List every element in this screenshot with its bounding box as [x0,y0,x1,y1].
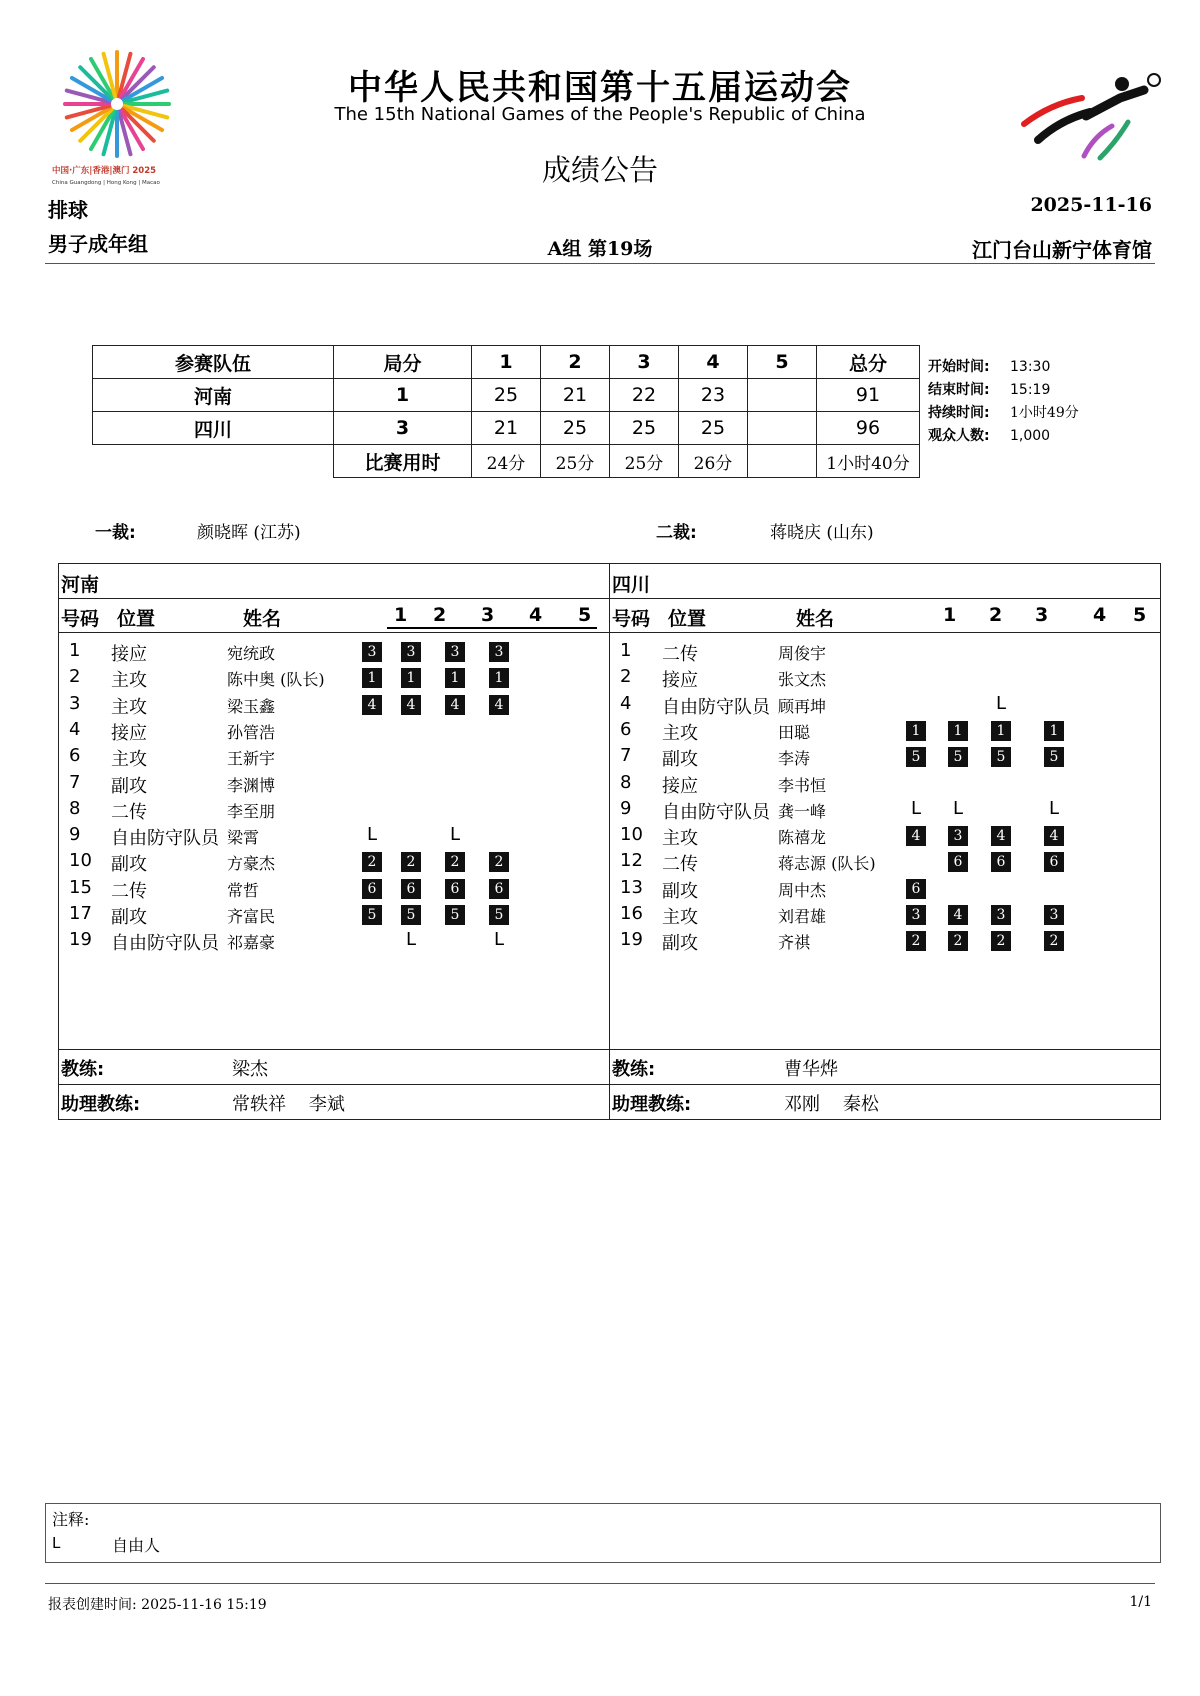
starting-position-box: 2 [362,852,382,872]
player-position: 接应 [111,722,147,744]
divider [45,263,1155,264]
player-number: 4 [620,692,632,714]
header-set-3: 3 [610,346,679,379]
header-set-5: 5 [748,346,817,379]
starting-position-box: 1 [445,668,465,688]
score-row-team1 [93,379,920,412]
player-number: 10 [620,824,643,846]
player-position: 二传 [662,644,698,665]
player-row [610,666,1160,694]
starting-position-box: 3 [948,826,968,846]
player-number: 6 [69,745,81,767]
player-row [610,719,1160,747]
col-name: 姓名 [243,608,282,630]
starting-position-box: 5 [948,747,968,767]
time-row [93,445,920,478]
player-name: 宛统政 [227,644,276,663]
player-name: 蒋志源 (队长) [778,854,876,874]
roster-panel-away [609,563,1161,1120]
header-total: 总分 [817,346,920,379]
starting-position-box: 5 [401,905,421,925]
set-score: 23 [679,379,748,412]
player-name: 方豪杰 [227,854,276,874]
player-number: 4 [69,718,81,740]
player-row [610,640,1160,668]
starting-position-box: 6 [401,879,421,899]
set-duration: 25分 [610,445,679,478]
team-sets-won: 1 [334,379,472,412]
player-name: 陈中奥 (队长) [227,670,325,690]
set-score: 25 [541,412,610,445]
player-row [610,824,1160,852]
starting-position-box: 3 [906,905,926,925]
col-set-1: 1 [943,604,957,626]
duration: 1小时49分 [1010,405,1079,421]
starting-position-box: 4 [445,695,465,715]
starting-position-box: 2 [991,931,1011,951]
coach-label: 教练: [612,1059,656,1080]
starting-position-box: 5 [445,905,465,925]
player-number: 8 [69,797,81,819]
player-name: 张文杰 [778,670,827,690]
set-duration: 26分 [679,445,748,478]
player-position: 主攻 [111,670,147,692]
logo-text: 中国·广东|香港|澳门 2025 [52,166,157,176]
starting-position-box: 1 [401,668,421,688]
player-position: 主攻 [662,722,698,744]
player-number: 3 [69,692,81,714]
player-position: 副攻 [662,880,698,902]
starting-position-box: 4 [991,826,1011,846]
assistant-coach-label: 助理教练: [612,1094,692,1115]
player-number: 1 [620,640,632,661]
duration-label: 持续时间: [928,405,990,421]
player-row [610,850,1160,878]
starting-position-box: 1 [362,668,382,688]
first-referee-label: 一裁: [95,523,136,543]
starting-position-box: 3 [991,905,1011,925]
player-position: 二传 [111,880,147,902]
starting-position-box: 4 [906,826,926,846]
player-name: 刘君雄 [778,907,827,926]
player-row [59,719,609,747]
notice-title: 成绩公告 [541,153,658,187]
libero-marker: L [405,929,417,951]
end-time: 15:19 [1010,382,1051,398]
player-number: 7 [620,745,632,767]
player-row [610,772,1160,800]
starting-position-box: 2 [1044,931,1064,951]
player-name: 陈禧龙 [778,828,827,848]
end-label: 结束时间: [928,382,990,398]
player-position: 接应 [662,670,698,692]
player-number: 1 [69,640,81,661]
starting-position-box: 3 [362,642,382,662]
match-label: A组 第19场 [547,238,653,260]
player-name: 周俊宇 [778,644,827,663]
col-position: 位置 [117,608,156,630]
sport-label: 排球 [48,198,88,222]
player-name: 梁霄 [227,828,260,848]
header-sets: 局分 [334,346,472,379]
coach-label: 教练: [61,1059,105,1080]
libero-marker: L [995,692,1007,714]
starting-position-box: 1 [489,668,509,688]
player-position: 副攻 [111,854,147,876]
roster-team-name: 四川 [612,574,651,596]
starting-position-box: 6 [948,852,968,872]
score-row-team2 [93,412,920,445]
page-title: 中华人民共和国第十五届运动会 [348,68,852,108]
header-set-2: 2 [541,346,610,379]
starting-position-box: 3 [489,642,509,662]
player-row [610,903,1160,931]
player-row [610,798,1160,826]
col-number: 号码 [612,608,651,630]
set-score: 21 [472,412,541,445]
page-title-en: The 15th National Games of the People's Republic of China [334,104,866,125]
player-number: 16 [620,903,643,924]
notes-box [45,1503,1161,1563]
team-name: 四川 [93,412,334,445]
player-name: 梁玉鑫 [227,696,276,716]
roster-team-name: 河南 [61,574,100,596]
coach-name: 曹华烨 [784,1059,838,1080]
notes-title: 注释: [52,1510,90,1529]
set-duration [748,445,817,478]
player-position: 主攻 [662,828,698,850]
starting-position-box: 3 [445,642,465,662]
player-position: 主攻 [111,749,147,771]
libero-marker: L [1048,797,1060,819]
player-name: 李书恒 [778,775,827,795]
starting-position-box: 4 [948,905,968,925]
col-set-3: 3 [1035,604,1049,626]
starting-position-box: 3 [1044,905,1064,925]
starting-position-box: 6 [906,879,926,899]
player-position: 副攻 [662,749,698,771]
starting-position-box: 2 [906,931,926,951]
player-position: 副攻 [662,933,698,955]
header-set-4: 4 [679,346,748,379]
player-position: 二传 [662,854,698,876]
player-name: 常哲 [227,880,260,900]
starting-position-box: 5 [362,905,382,925]
col-set-5: 5 [578,604,592,626]
player-number: 6 [620,718,632,740]
roster-panel-home [58,563,610,1120]
start-time: 13:30 [1010,359,1051,375]
col-set-3: 3 [481,604,495,626]
audience-label: 观众人数: [928,428,990,444]
player-name: 顾再坤 [778,696,827,716]
player-name: 祁嘉豪 [227,933,276,953]
starting-position-box: 2 [445,852,465,872]
player-name: 李至朋 [227,801,276,821]
report-created-time: 报表创建时间: 2025-11-16 15:19 [48,1597,267,1613]
venue-label: 江门台山新宁体育馆 [972,238,1152,262]
col-name: 姓名 [796,608,835,630]
player-name: 周中杰 [778,880,827,900]
player-number: 9 [69,824,81,846]
starting-position-box: 4 [401,695,421,715]
player-position: 副攻 [111,775,147,797]
starting-position-box: 1 [948,721,968,741]
player-row [610,877,1160,905]
col-position: 位置 [668,608,707,630]
player-position: 主攻 [111,696,147,718]
player-name: 李渊博 [227,775,276,795]
player-position: 接应 [111,644,147,665]
set-duration: 25分 [541,445,610,478]
col-set-5: 5 [1133,604,1147,626]
player-position: 接应 [662,775,698,797]
player-position: 自由防守队员 [662,696,770,718]
second-referee: 蒋晓庆 (山东) [770,523,874,543]
starting-position-box: 6 [489,879,509,899]
player-name: 龚一峰 [778,801,827,821]
page-number: 1/1 [1129,1594,1152,1610]
starting-position-box: 3 [401,642,421,662]
player-name: 齐祺 [778,933,811,953]
starting-position-box: 4 [1044,826,1064,846]
libero-marker: L [449,824,461,846]
libero-marker: L [366,824,378,846]
player-number: 15 [69,876,92,898]
player-position: 主攻 [662,907,698,928]
player-row [59,666,609,694]
player-number: 7 [69,771,81,793]
set-score: 21 [541,379,610,412]
match-info [928,356,1079,448]
player-number: 19 [620,929,643,951]
libero-marker: L [493,929,505,951]
assistant-coach-names: 常轶祥 李斌 [232,1094,345,1115]
start-label: 开始时间: [928,359,990,375]
player-row [610,929,1160,957]
player-name: 齐富民 [227,907,276,926]
starting-position-box: 4 [489,695,509,715]
set-score: 25 [610,412,679,445]
starting-position-box: 6 [445,879,465,899]
player-position: 自由防守队员 [111,933,219,955]
assistant-coach-names: 邓刚 秦松 [784,1094,879,1115]
player-name: 田聪 [778,722,811,742]
audience: 1,000 [1010,428,1051,444]
starting-position-box: 4 [362,695,382,715]
player-row [59,903,609,931]
first-referee: 颜晓晖 (江苏) [197,523,301,543]
col-set-4: 4 [1093,604,1107,626]
player-number: 13 [620,876,643,898]
team-total: 96 [817,412,920,445]
col-set-2: 2 [433,604,447,626]
logo-text-en: China Guangdong | Hong Kong | Macao [52,180,160,186]
set-score: 22 [610,379,679,412]
match-date: 2025-11-16 [1030,194,1152,216]
starting-position-box: 5 [1044,747,1064,767]
player-number: 10 [69,850,92,872]
player-name: 王新宇 [227,749,276,769]
player-position: 自由防守队员 [111,828,219,850]
score-header-row [93,346,920,379]
player-row [59,929,609,957]
player-row [59,824,609,852]
player-row [59,850,609,878]
starting-position-box: 1 [1044,721,1064,741]
starting-position-box: 1 [991,721,1011,741]
starting-position-box: 6 [1044,852,1064,872]
col-number: 号码 [61,608,100,630]
header-teams: 参赛队伍 [93,346,334,379]
player-row [59,798,609,826]
set-score: 25 [679,412,748,445]
player-position: 二传 [111,801,147,823]
player-row [610,745,1160,773]
player-number: 19 [69,929,92,951]
player-name: 李涛 [778,749,811,769]
starting-position-box: 5 [991,747,1011,767]
team-total: 91 [817,379,920,412]
starting-position-box: 2 [489,852,509,872]
starting-position-box: 5 [489,905,509,925]
starting-position-box: 2 [948,931,968,951]
starting-position-box: 5 [906,747,926,767]
score-table [92,345,920,478]
player-position: 副攻 [111,907,147,928]
player-row [59,693,609,721]
player-number: 12 [620,850,643,872]
team-name: 河南 [93,379,334,412]
total-duration: 1小时40分 [817,445,920,478]
player-number: 2 [620,666,632,688]
libero-marker: L [910,797,922,819]
divider [45,1583,1155,1584]
notes-meaning: 自由人 [112,1536,161,1555]
player-number: 9 [620,797,632,819]
col-set-1: 1 [394,604,408,626]
starting-position-box: 6 [362,879,382,899]
col-set-4: 4 [529,604,543,626]
set-score: 25 [472,379,541,412]
set-score [748,412,817,445]
player-row [59,877,609,905]
player-row [610,693,1160,721]
player-name: 孙管浩 [227,722,276,742]
set-duration: 24分 [472,445,541,478]
starting-position-box: 6 [991,852,1011,872]
player-row [59,745,609,773]
player-position: 自由防守队员 [662,801,770,823]
starting-position-box: 1 [906,721,926,741]
libero-marker: L [952,797,964,819]
header-set-1: 1 [472,346,541,379]
coach-name: 梁杰 [232,1059,268,1080]
player-number: 2 [69,666,81,688]
second-referee-label: 二裁: [656,523,697,543]
starting-position-box: 2 [401,852,421,872]
set-score [748,379,817,412]
assistant-coach-label: 助理教练: [61,1094,141,1115]
time-label: 比赛用时 [334,445,472,478]
notes-code: L [52,1534,61,1552]
team-sets-won: 3 [334,412,472,445]
player-row [59,772,609,800]
player-number: 17 [69,903,92,924]
category-label: 男子成年组 [48,232,148,256]
player-number: 8 [620,771,632,793]
player-row [59,640,609,668]
col-set-2: 2 [989,604,1003,626]
